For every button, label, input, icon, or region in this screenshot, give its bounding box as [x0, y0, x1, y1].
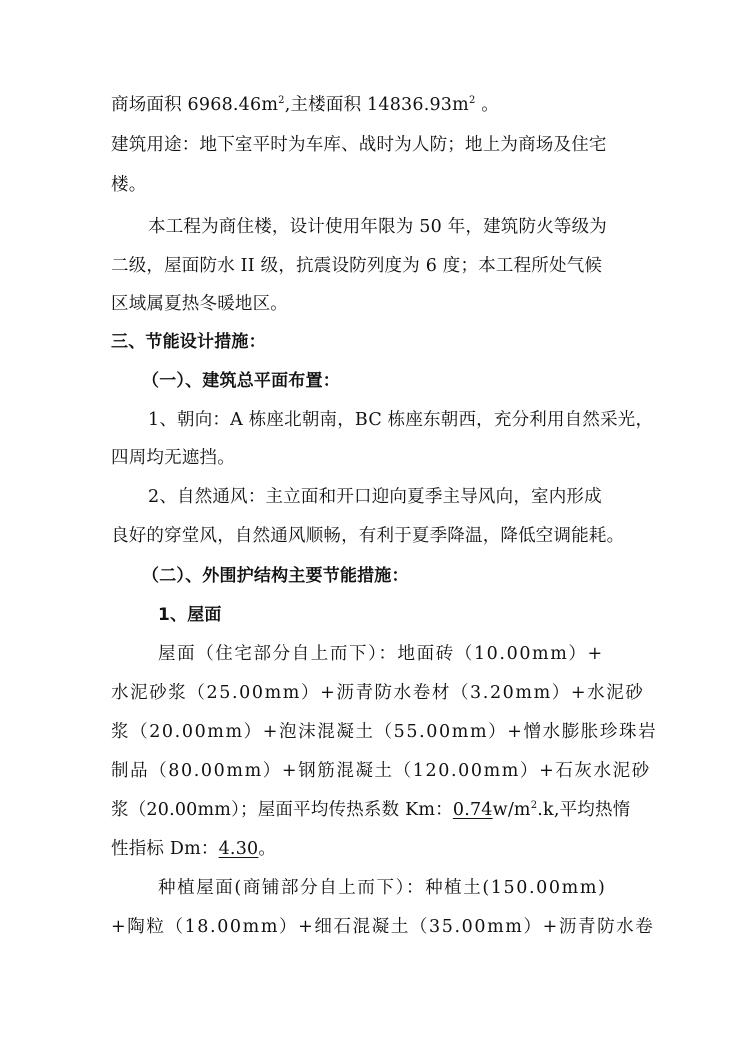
unit-text: w/m [492, 800, 531, 820]
section-heading: 三、节能设计措施： [111, 332, 266, 352]
superscript: 2 [278, 95, 285, 106]
superscript: 2 [530, 800, 538, 811]
paragraph-line: 水泥砂浆（25.00mm）+沥青防水卷材（3.20mm）+水泥砂 [111, 683, 645, 703]
paragraph-line: 浆（20.00mm）+泡沫混凝土（55.00mm）+憎水膨胀珍珠岩 [111, 722, 658, 742]
text-run: 。 [475, 95, 499, 115]
underlined-value: 4.30 [218, 839, 259, 859]
paragraph-line: 二级，屋面防水 II 级，抗震设防列度为 6 度；本工程所处气候 [111, 256, 603, 276]
text-run: 商场面积 6968.46 [111, 95, 262, 115]
paragraph-line [111, 795, 630, 825]
paragraph-line: 制品（80.00mm）+钢筋混凝土（120.00mm）+石灰水泥砂 [111, 761, 651, 781]
text-run: 。 [258, 839, 277, 859]
paragraph-line: 种植屋面(商铺部分自上而下）：种植土(150.00mm) [158, 878, 607, 898]
text-run: 浆（20.00mm）；屋面平均传热系数 Km： [111, 800, 453, 820]
paragraph-line: 四周均无遮挡。 [111, 448, 235, 468]
paragraph-line: 2、自然通风：主立面和开口迎向夏季主导风向，室内形成 [148, 487, 602, 507]
paragraph-line: +陶粒（18.00mm）+细石混凝土（35.00mm）+沥青防水卷 [111, 917, 655, 937]
unit-text: m [261, 95, 279, 115]
underlined-value: 0.74 [452, 800, 493, 820]
paragraph-line [111, 834, 276, 864]
text-run: 性指标 Dm： [111, 839, 219, 859]
unit-text: m [452, 95, 469, 115]
subsection-heading: （一）、建筑总平面布置： [142, 371, 340, 391]
subsection-heading: （二）、外围护结构主要节能措施： [142, 566, 409, 586]
paragraph-line: 区域属夏热冬暖地区。 [111, 294, 288, 314]
paragraph-line: 屋面（住宅部分自上而下）：地面砖（10.00mm）+ [158, 644, 604, 664]
subsection-heading: 1、屋面 [158, 605, 222, 625]
paragraph-line: 建筑用途：地下室平时为车库、战时为人防；地上为商场及住宅 [111, 135, 607, 155]
paragraph-line: 本工程为商住楼，设计使用年限为 50 年，建筑防火等级为 [148, 217, 607, 237]
paragraph-line: 1、朝向：A 栋座北朝南，BC 栋座东朝西，充分利用自然采光， [148, 410, 654, 430]
paragraph-line [111, 90, 499, 120]
text-run: .k,平均热惰 [537, 800, 631, 820]
paragraph-line: 良好的穿堂风，自然通风顺畅，有利于夏季降温，降低空调能耗。 [111, 526, 625, 546]
superscript: 2 [468, 95, 476, 106]
text-run: ,主楼面积 14836.93 [284, 95, 453, 115]
paragraph-line: 楼。 [111, 175, 147, 195]
